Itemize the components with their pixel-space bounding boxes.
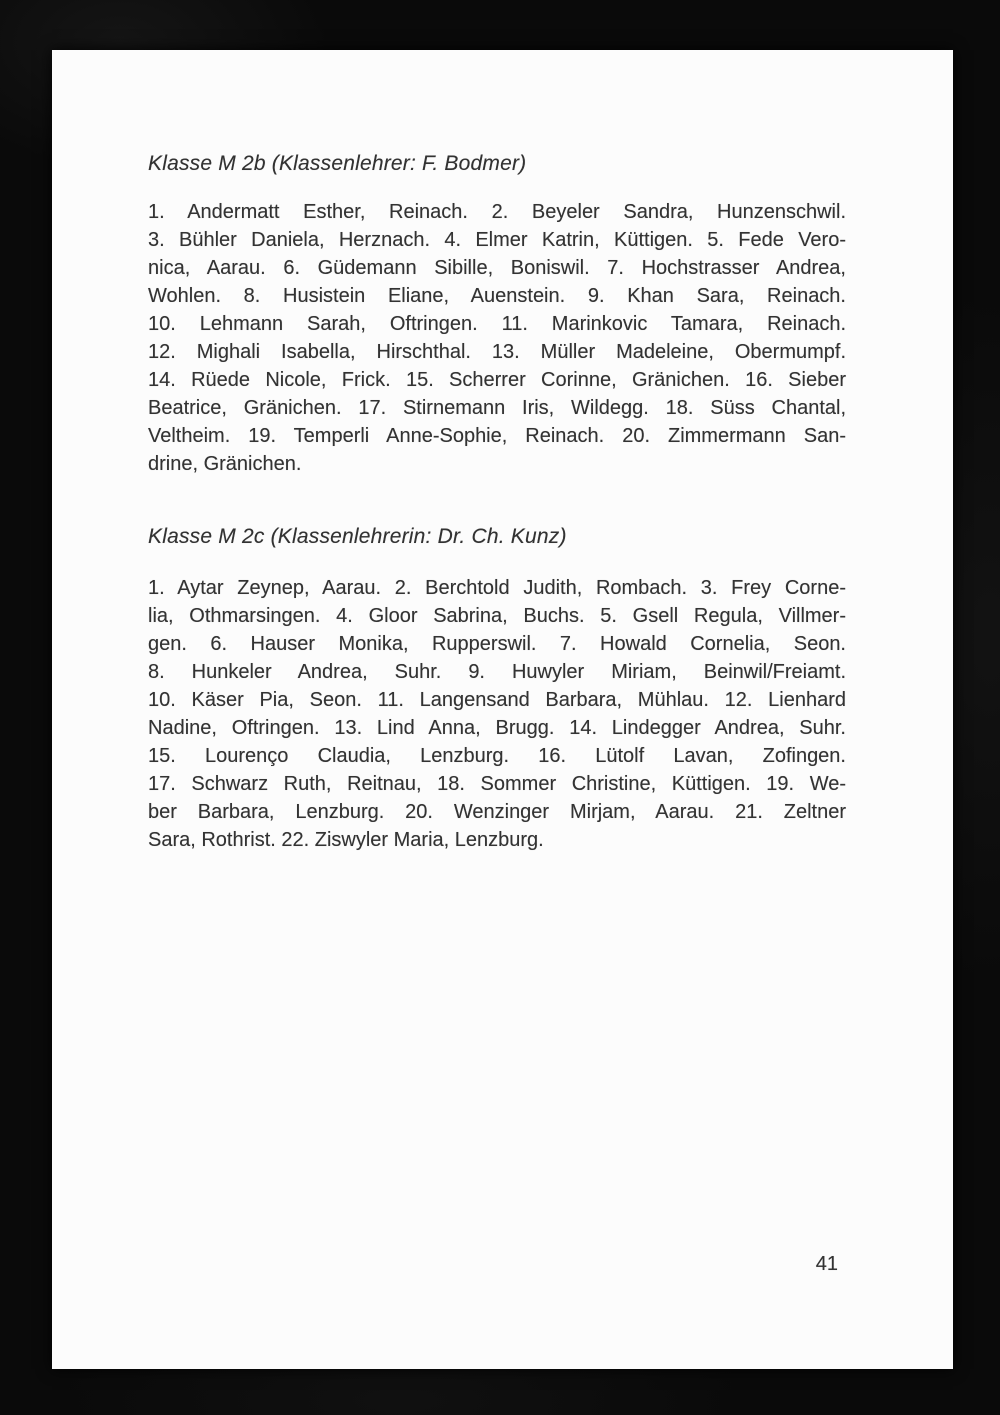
text-line: 12. Mighali Isabella, Hirschthal. 13. Müller Madeleine, Obermumpf. (148, 341, 846, 363)
text-line: 10. Käser Pia, Seon. 11. Langensand Barbara, Mühlau. 12. Lienhard (148, 689, 846, 711)
text-line: Nadine, Oftringen. 13. Lind Anna, Brugg. 14. Lindegger Andrea, Suhr. (148, 717, 846, 739)
text-line: 15. Lourenço Claudia, Lenzburg. 16. Lütolf Lavan, Zofingen. (148, 745, 846, 767)
class-list-klasse-m2c (148, 574, 846, 854)
text-line: Beatrice, Gränichen. 17. Stirnemann Iris, Wildegg. 18. Süss Chantal, (148, 397, 846, 419)
text-line: 3. Bühler Daniela, Herznach. 4. Elmer Katrin, Küttigen. 5. Fede Vero- (148, 229, 846, 251)
section-heading-klasse-m2c: Klasse M 2c (Klassenlehrerin: Dr. Ch. Kunz) (148, 525, 567, 548)
section-heading-klasse-m2b: Klasse M 2b (Klassenlehrer: F. Bodmer) (148, 152, 527, 175)
page-number: 41 (815, 1253, 838, 1275)
text-line: 1. Andermatt Esther, Reinach. 2. Beyeler Sandra, Hunzenschwil. (148, 201, 846, 223)
text-line: 10. Lehmann Sarah, Oftringen. 11. Marinkovic Tamara, Reinach. (148, 313, 846, 335)
scanned-page (52, 50, 953, 1369)
text-line: Veltheim. 19. Temperli Anne-Sophie, Reinach. 20. Zimmermann San- (148, 425, 846, 447)
text-line: 17. Schwarz Ruth, Reitnau, 18. Sommer Christine, Küttigen. 19. We- (148, 773, 846, 795)
text-line: gen. 6. Hauser Monika, Rupperswil. 7. Howald Cornelia, Seon. (148, 633, 846, 655)
text-line: nica, Aarau. 6. Güdemann Sibille, Boniswil. 7. Hochstrasser Andrea, (148, 257, 846, 279)
text-line: Sara, Rothrist. 22. Ziswyler Maria, Lenzburg. (148, 829, 544, 851)
text-line: 1. Aytar Zeynep, Aarau. 2. Berchtold Judith, Rombach. 3. Frey Corne- (148, 577, 846, 599)
text-line: ber Barbara, Lenzburg. 20. Wenzinger Mirjam, Aarau. 21. Zeltner (148, 801, 846, 823)
text-line: Wohlen. 8. Husistein Eliane, Auenstein. 9. Khan Sara, Reinach. (148, 285, 846, 307)
text-line: drine, Gränichen. (148, 453, 302, 475)
text-line: 14. Rüede Nicole, Frick. 15. Scherrer Corinne, Gränichen. 16. Sieber (148, 369, 846, 391)
class-list-klasse-m2b (148, 198, 846, 478)
text-line: 8. Hunkeler Andrea, Suhr. 9. Huwyler Miriam, Beinwil/Freiamt. (148, 661, 846, 683)
page-footer (148, 1250, 846, 1278)
text-line: lia, Othmarsingen. 4. Gloor Sabrina, Buchs. 5. Gsell Regula, Villmer- (148, 605, 846, 627)
